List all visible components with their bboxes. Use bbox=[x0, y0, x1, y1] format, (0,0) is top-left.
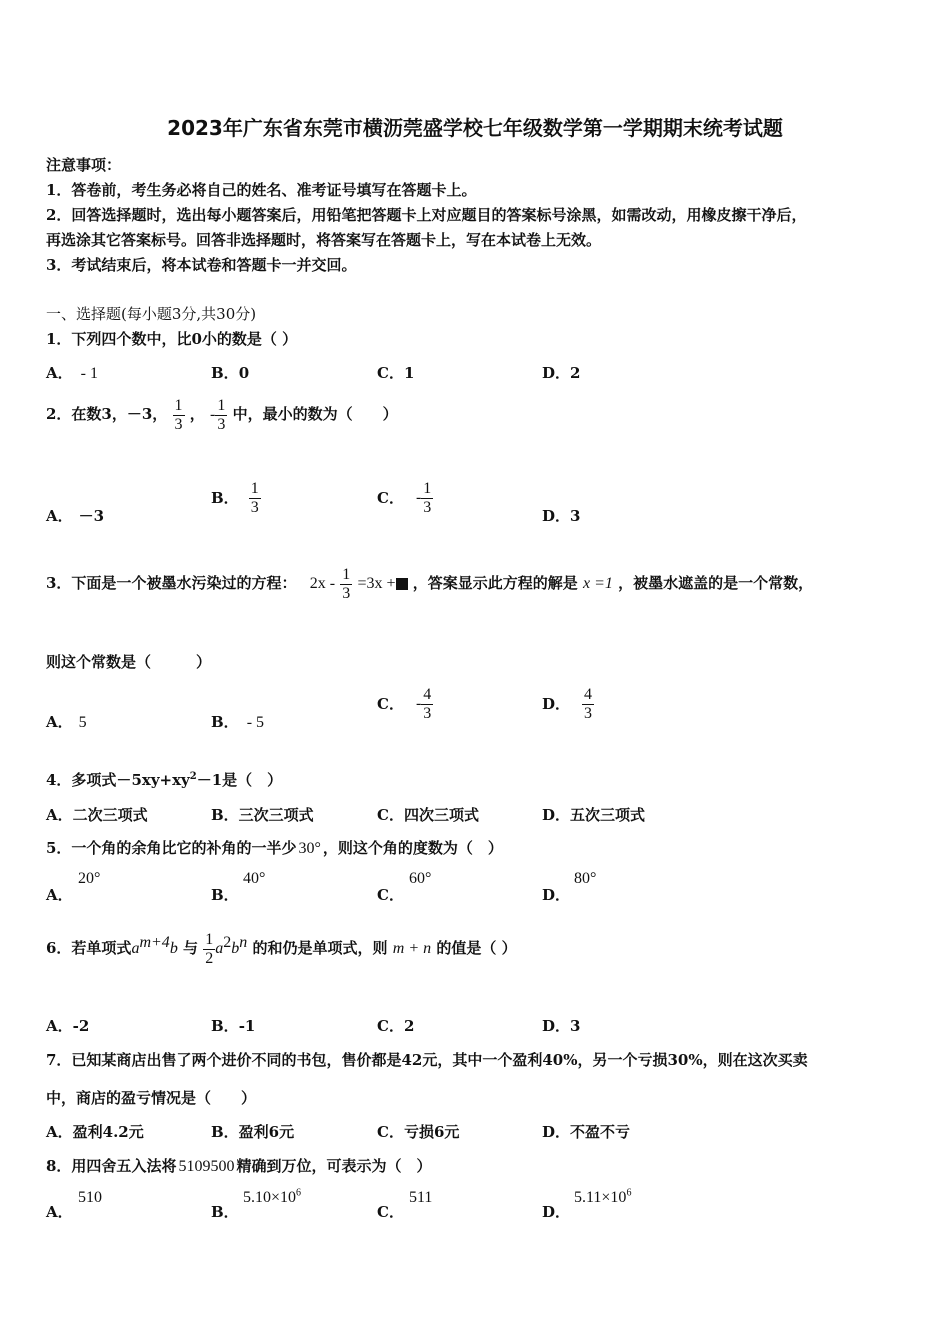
ink-blot-icon bbox=[396, 578, 408, 590]
q8-option-b: B． bbox=[211, 1203, 239, 1221]
q3-stem-c: ，被墨水遮盖的是一个常数， bbox=[618, 574, 814, 593]
fraction-numerator: 1 bbox=[250, 480, 259, 497]
option-label: C． bbox=[377, 364, 404, 382]
fraction-one-third bbox=[173, 397, 185, 433]
q4-option-d: D．五次三项式 bbox=[542, 806, 646, 824]
question-7-stem: 7．已知某商店出售了两个进价不同的书包，售价都是42元，其中一个盈利40%，另一个亏损30%，则在这次买卖 bbox=[46, 1051, 808, 1069]
q6-option-a bbox=[46, 1015, 89, 1036]
q4-stem-a: 4．多项式－5xy+xy bbox=[46, 771, 190, 789]
notice-item-2a: 2．回答选择题时，选出每小题答案后，用铅笔把答题卡上对应题目的答案标号涂黑，如需改动，用橡皮擦干净后， bbox=[46, 206, 807, 224]
fraction-one-half bbox=[203, 931, 215, 967]
option-value: 2 bbox=[403, 1017, 415, 1035]
notice-item-2b: 再选涂其它答案标号。回答非选择题时，将答案写在答题卡上，写在本试卷上无效。 bbox=[46, 231, 602, 249]
notice-item-1: 1．答卷前，考生务必将自己的姓名、准考证号填写在答题卡上。 bbox=[46, 181, 477, 199]
q5-option-b: B． bbox=[211, 886, 239, 904]
q6-stem-b: 与 bbox=[183, 939, 199, 958]
q3-option-c bbox=[377, 686, 433, 722]
monomial-var: b bbox=[169, 940, 178, 958]
fraction-minus-one-third bbox=[421, 480, 433, 516]
q8-stem-b: 精确到万位，可表示为（ ） bbox=[236, 1157, 432, 1175]
q8-option-c: C． bbox=[377, 1203, 404, 1221]
option-label: A． bbox=[46, 1017, 73, 1035]
option-label: B． bbox=[211, 713, 239, 731]
q6-stem-d: 的值是（ ） bbox=[436, 939, 517, 958]
q7-option-c: C．亏损6元 bbox=[377, 1123, 460, 1141]
fraction-minus-four-thirds bbox=[421, 686, 433, 722]
question-5-stem bbox=[46, 837, 503, 858]
option-label: A． bbox=[46, 713, 73, 731]
q6-option-d bbox=[542, 1015, 580, 1036]
monomial-base: b bbox=[231, 940, 240, 958]
q6-stem-a: 6．若单项式 bbox=[46, 939, 132, 958]
q5-option-c: C． bbox=[377, 886, 404, 904]
option-label: C． bbox=[377, 488, 404, 507]
option-value: 2 bbox=[570, 364, 581, 382]
fraction-numerator: 1 bbox=[423, 480, 432, 497]
minus-sign: - bbox=[210, 406, 216, 424]
q2-comma: ， bbox=[189, 405, 205, 424]
option-label: B． bbox=[211, 1017, 239, 1035]
fraction-denominator: 3 bbox=[174, 415, 183, 433]
q5-stem-a: 5．一个角的余角比它的补角的一半少 bbox=[46, 839, 297, 857]
question-7-stem-continued: 中，商店的盈亏情况是（ ） bbox=[46, 1089, 257, 1107]
option-label: D． bbox=[542, 507, 571, 525]
q4-option-c: C．四次三项式 bbox=[377, 806, 479, 824]
q5-option-d: D． bbox=[542, 886, 571, 904]
option-label: C． bbox=[377, 694, 404, 713]
q8-option-d: D． bbox=[542, 1203, 571, 1221]
q7-option-d: D．不盈不亏 bbox=[542, 1123, 631, 1141]
question-8-stem bbox=[46, 1155, 431, 1176]
minus-sign: - bbox=[415, 695, 422, 713]
fraction-four-thirds bbox=[582, 686, 594, 722]
equation-left: 2x - bbox=[309, 575, 336, 593]
q8-option-a: A． bbox=[46, 1203, 73, 1221]
q5-option-d-value: 80° bbox=[574, 870, 597, 887]
option-value: 3 bbox=[570, 507, 581, 525]
notice-item-3: 3．考试结束后，将本试卷和答题卡一并交回。 bbox=[46, 256, 357, 274]
fraction-numerator: 1 bbox=[205, 931, 214, 948]
exponent: 2 bbox=[189, 771, 197, 782]
fraction-one-third bbox=[249, 480, 261, 516]
q2-stem-b: 中，最小的数为（ ） bbox=[232, 405, 398, 424]
q2-option-b bbox=[211, 480, 261, 516]
option-value: - 1 bbox=[80, 365, 98, 382]
q1-option-d bbox=[542, 362, 580, 383]
question-2-stem bbox=[46, 397, 398, 433]
q1-option-a bbox=[46, 362, 98, 383]
q5-option-a-value: 20° bbox=[78, 870, 101, 887]
q2-option-d bbox=[542, 505, 580, 526]
question-1-stem: 1．下列四个数中，比0小的数是（ ） bbox=[46, 330, 298, 348]
exponent: 2 bbox=[223, 934, 232, 952]
question-4-stem bbox=[46, 769, 282, 790]
question-6-stem bbox=[46, 931, 517, 967]
number-value: 5109500 bbox=[178, 1158, 235, 1175]
fraction-denominator: 3 bbox=[423, 704, 432, 722]
fraction-denominator: 3 bbox=[342, 584, 351, 602]
option-label: A． bbox=[46, 507, 73, 525]
q3-stem-b: ，答案显示此方程的解是 bbox=[412, 574, 578, 593]
q2-option-c bbox=[377, 480, 433, 516]
fraction-numerator: 1 bbox=[174, 397, 183, 414]
option-label: D． bbox=[542, 364, 571, 382]
q8-stem-a: 8．用四舍五入法将 bbox=[46, 1157, 177, 1175]
equation-right: =3x + bbox=[357, 575, 396, 593]
q5-option-c-value: 60° bbox=[409, 870, 432, 887]
question-3-stem bbox=[46, 566, 813, 602]
q3-stem-a: 3．下面是一个被墨水污染过的方程： bbox=[46, 574, 297, 593]
fraction-denominator: 2 bbox=[205, 949, 214, 967]
option-label: B． bbox=[211, 364, 239, 382]
fraction-numerator: 4 bbox=[423, 686, 432, 703]
exponent: n bbox=[239, 934, 248, 952]
option-value: -1 bbox=[238, 1017, 256, 1035]
q4-option-b: B．三次三项式 bbox=[211, 806, 314, 824]
option-value: 1 bbox=[403, 364, 415, 382]
angle-value: 30° bbox=[298, 840, 321, 857]
q6-option-b bbox=[211, 1015, 255, 1036]
question-3-stem-continued: 则这个常数是（ ） bbox=[46, 653, 212, 671]
option-value: 5 bbox=[78, 714, 87, 731]
solution-value: x =1 bbox=[583, 575, 613, 593]
section-heading: 一、选择题(每小题3分,共30分) bbox=[46, 305, 257, 323]
fraction-one-third bbox=[340, 566, 352, 602]
option-label: B． bbox=[211, 488, 239, 507]
minus-sign: - bbox=[415, 489, 422, 507]
fraction-numerator: 1 bbox=[217, 397, 226, 414]
option-value: - 5 bbox=[246, 714, 265, 731]
exponent: 6 bbox=[626, 1187, 632, 1199]
notice-heading: 注意事项： bbox=[46, 156, 122, 174]
q5-stem-b: ，则这个角的度数为（ ） bbox=[322, 839, 503, 857]
option-value: -2 bbox=[72, 1017, 90, 1035]
fraction-denominator: 3 bbox=[423, 498, 432, 516]
fraction-minus-one-third bbox=[215, 397, 227, 433]
q8-option-d-value bbox=[574, 1189, 631, 1207]
monomial-base: a bbox=[131, 940, 140, 958]
option-label: D． bbox=[542, 694, 571, 713]
option-value: 5.11×10 bbox=[574, 1189, 627, 1206]
exponent: m+4 bbox=[139, 934, 170, 952]
fraction-denominator: 3 bbox=[217, 415, 226, 433]
q3-option-b bbox=[211, 711, 264, 732]
option-label: C． bbox=[377, 1017, 404, 1035]
fraction-numerator: 1 bbox=[342, 566, 351, 583]
q3-option-a bbox=[46, 711, 87, 732]
q8-option-c-value: 511 bbox=[409, 1189, 433, 1206]
option-label: D． bbox=[542, 1017, 571, 1035]
q1-option-c bbox=[377, 362, 414, 383]
fraction-denominator: 3 bbox=[250, 498, 259, 516]
q8-option-a-value: 510 bbox=[78, 1189, 102, 1206]
q3-option-d bbox=[542, 686, 594, 722]
q5-option-b-value: 40° bbox=[243, 870, 266, 887]
option-value: 5.10×10 bbox=[243, 1189, 297, 1206]
monomial-base: a bbox=[215, 940, 224, 958]
q2-stem-a: 2．在数3，－3， bbox=[46, 405, 168, 424]
page-title: 2023年广东省东莞市横沥莞盛学校七年级数学第一学期期末统考试题 bbox=[167, 116, 783, 140]
option-label: A． bbox=[46, 364, 73, 382]
q5-option-a: A． bbox=[46, 886, 73, 904]
q1-option-b bbox=[211, 362, 249, 383]
option-value: 3 bbox=[570, 1017, 581, 1035]
exponent: 6 bbox=[296, 1187, 302, 1199]
q4-stem-b: －1是（ ） bbox=[196, 771, 283, 789]
option-value: －3 bbox=[78, 507, 105, 525]
fraction-numerator: 4 bbox=[584, 686, 593, 703]
q6-option-c bbox=[377, 1015, 414, 1036]
q7-option-b: B．盈利6元 bbox=[211, 1123, 295, 1141]
fraction-denominator: 3 bbox=[584, 704, 593, 722]
sum-expression: m + n bbox=[392, 940, 432, 958]
q4-option-a: A．二次三项式 bbox=[46, 806, 148, 824]
q6-stem-c: 的和仍是单项式，则 bbox=[252, 939, 388, 958]
q7-option-a: A．盈利4.2元 bbox=[46, 1123, 144, 1141]
q2-option-a bbox=[46, 505, 104, 526]
option-value: 0 bbox=[238, 364, 250, 382]
q8-option-b-value bbox=[243, 1189, 301, 1207]
